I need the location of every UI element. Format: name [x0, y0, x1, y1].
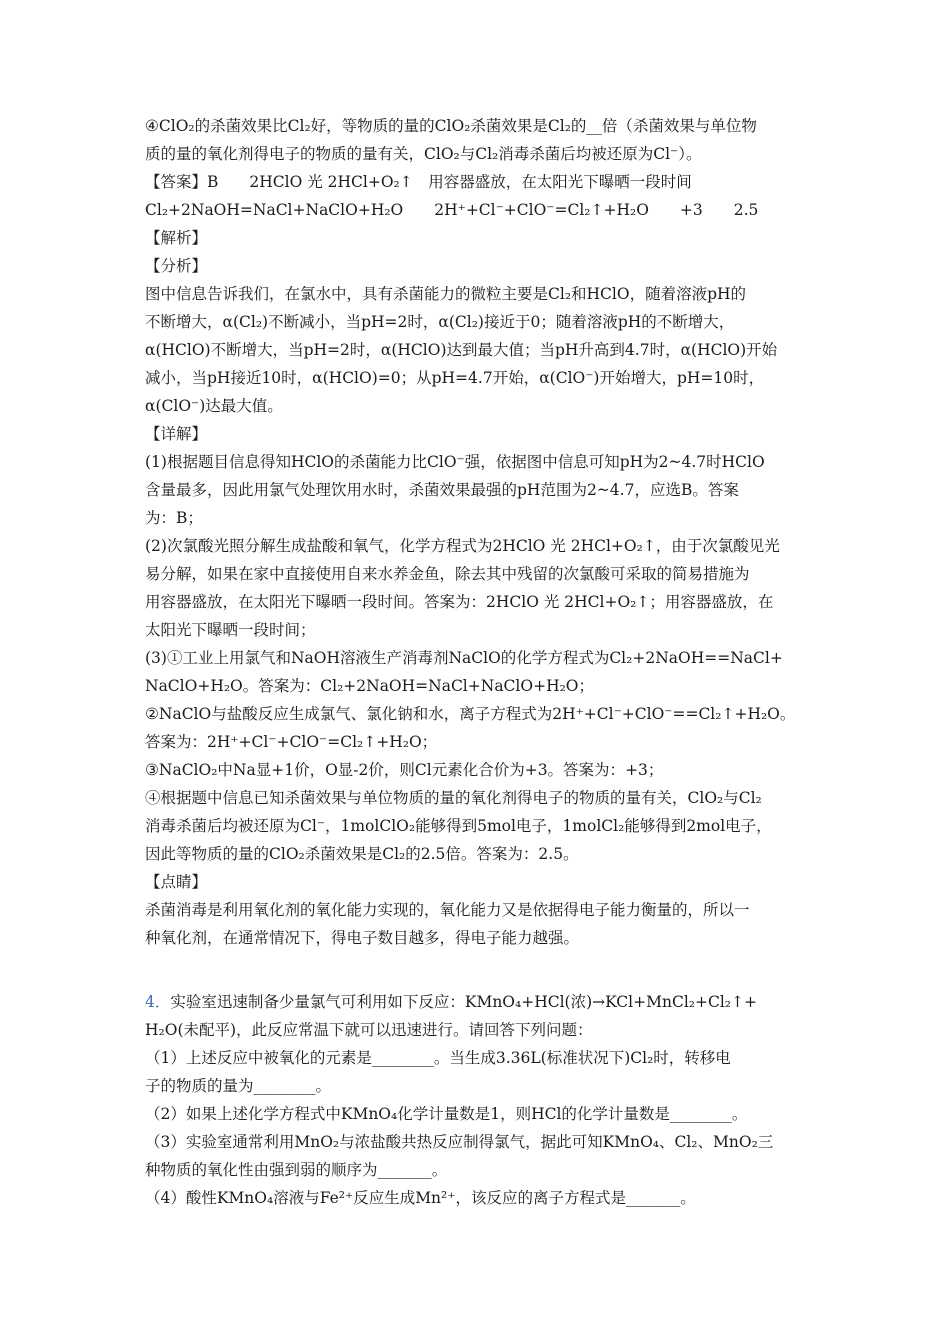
answer-line: Cl₂+2NaOH=NaCl+NaClO+H₂O 2H⁺+Cl⁻+ClO⁻=Cl₂↑+H₂O +3 2.5 [145, 201, 759, 219]
question-line: 子的物质的量为________。 [145, 1077, 332, 1095]
text-line: 不断增大，α(Cl₂)不断减小，当pH=2时，α(Cl₂)接近于0；随着溶液pH的不断增大， [145, 313, 735, 331]
text-line: 因此等物质的量的ClO₂杀菌效果是Cl₂的2.5倍。答案为：2.5。 [145, 845, 579, 863]
section-heading-fenxi: 【分析】 [145, 257, 208, 275]
text-line: 含量最多，因此用氯气处理饮用水时，杀菌效果最强的pH范围为2~4.7，应选B。答案 [145, 481, 739, 499]
section-heading-detail: 【详解】 [145, 425, 208, 443]
question-line: （2）如果上述化学方程式中KMnO₄化学计量数是1，则HCl的化学计量数是________。 [145, 1105, 748, 1123]
text-line: ②NaClO与盐酸反应生成氯气、氯化钠和水，离子方程式为2H⁺+Cl⁻+ClO⁻==Cl₂↑+H₂O。 [145, 705, 796, 723]
text-line: 答案为：2H⁺+Cl⁻+ClO⁻=Cl₂↑+H₂O； [145, 733, 438, 751]
text-line: 易分解，如果在家中直接使用自来水养金鱼，除去其中残留的次氯酸可采取的简易措施为 [145, 565, 750, 583]
section-heading-tips: 【点睛】 [145, 873, 208, 891]
question-line: 种物质的氧化性由强到弱的顺序为_______。 [145, 1161, 448, 1179]
text-line: 太阳光下曝晒一段时间； [145, 621, 316, 639]
text-line: α(ClO⁻)达最大值。 [145, 397, 283, 415]
question-line: H₂O(未配平)，此反应常温下就可以迅速进行。请回答下列问题： [145, 1021, 593, 1039]
question-line: （1）上述反应中被氧化的元素是________。当生成3.36L(标准状况下)Cl₂时，转移电 [145, 1049, 731, 1067]
text-line: 减小，当pH接近10时，α(HClO)=0；从pH=4.7开始，α(ClO⁻)开始增大，pH=10时， [145, 369, 765, 387]
text-line: (1)根据题目信息得知HClO的杀菌能力比ClO⁻强，依据图中信息可知pH为2~4.7时HClO [145, 453, 765, 471]
text-line: NaClO+H₂O。答案为：Cl₂+2NaOH=NaCl+NaClO+H₂O； [145, 677, 595, 695]
text-line: 为：B； [145, 509, 203, 527]
text-line: (2)次氯酸光照分解生成盐酸和氧气，化学方程式为2HClO 光 2HCl+O₂↑，由于次氯酸见光 [145, 537, 780, 555]
text-line: ③NaClO₂中Na显+1价，O显-2价，则Cl元素化合价为+3。答案为：+3； [145, 761, 664, 779]
question-line: （3）实验室通常利用MnO₂与浓盐酸共热反应制得氯气，据此可知KMnO₄、Cl₂、MnO₂三 [145, 1133, 774, 1151]
text-line: 种氧化剂，在通常情况下，得电子数目越多，得电子能力越强。 [145, 929, 580, 947]
question-text: 实验室迅速制备少量氯气可利用如下反应：KMnO₄+HCl(浓)→KCl+MnCl₂+Cl₂↑+ [170, 993, 757, 1011]
text-line: 消毒杀菌后均被还原为Cl⁻，1molClO₂能够得到5mol电子，1molCl₂能够得到2mol电子， [145, 817, 772, 835]
text-line: (3)①工业上用氯气和NaOH溶液生产消毒剂NaClO的化学方程式为Cl₂+2NaOH==NaCl+ [145, 649, 783, 667]
text-line: α(HClO)不断增大，当pH=2时，α(HClO)达到最大值；当pH升高到4.7时，α(HClO)开始 [145, 341, 778, 359]
answer-line: 【答案】B 2HClO 光 2HCl+O₂↑ 用容器盛放，在太阳光下曝晒一段时间 [145, 173, 692, 191]
text-line: 质的量的氧化剂得电子的物质的量有关，ClO₂与Cl₂消毒杀菌后均被还原为Cl⁻）。 [145, 145, 702, 163]
section-heading-analysis: 【解析】 [145, 229, 208, 247]
question-line: （4）酸性KMnO₄溶液与Fe²⁺反应生成Mn²⁺，该反应的离子方程式是_______。 [145, 1189, 696, 1207]
text-line: ④ClO₂的杀菌效果比Cl₂好，等物质的量的ClO₂杀菌效果是Cl₂的__倍（杀菌效果与单位物 [145, 117, 757, 135]
text-line: 用容器盛放，在太阳光下曝晒一段时间。答案为：2HClO 光 2HCl+O₂↑；用容器盛放，在 [145, 593, 774, 611]
question-number: 4． [145, 993, 171, 1011]
question-4-stem [145, 988, 815, 1016]
text-line: ④根据题中信息已知杀菌效果与单位物质的量的氧化剂得电子的物质的量有关，ClO₂与Cl₂ [145, 789, 762, 807]
text-line: 杀菌消毒是利用氧化剂的氧化能力实现的，氧化能力又是依据得电子能力衡量的，所以一 [145, 901, 750, 919]
text-line: 图中信息告诉我们，在氯水中，具有杀菌能力的微粒主要是Cl₂和HClO，随着溶液pH的 [145, 285, 747, 303]
